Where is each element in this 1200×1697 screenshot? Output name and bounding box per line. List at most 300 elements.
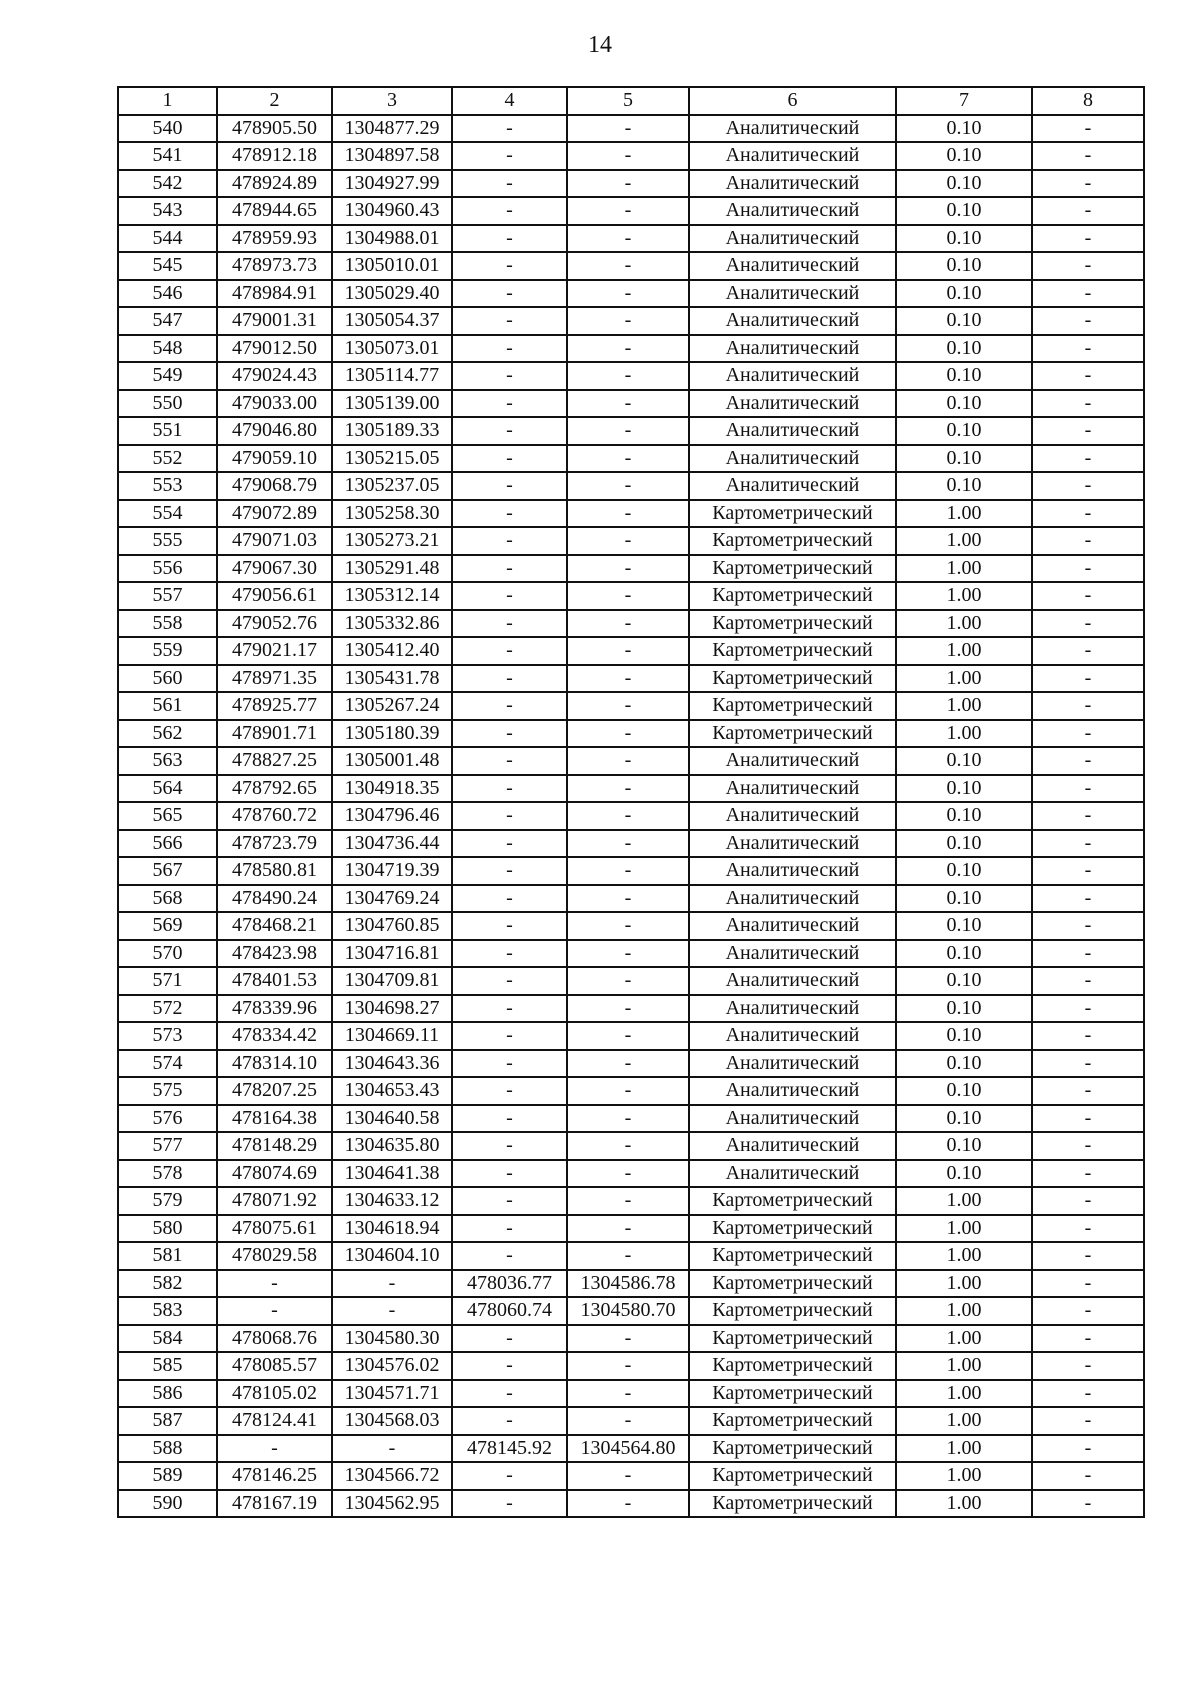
x-coordinate-cell: 478792.65 [217,775,332,803]
method-cell: Аналитический [689,940,896,968]
y-coordinate-cell: 1304571.71 [332,1380,452,1408]
note-cell: - [1032,802,1144,830]
method-cell: Аналитический [689,335,896,363]
point-number-cell: 555 [118,527,217,555]
x-coordinate-alt-cell: - [452,170,567,198]
x-coordinate-alt-cell: - [452,582,567,610]
note-cell: - [1032,1077,1144,1105]
point-number-cell: 587 [118,1407,217,1435]
note-cell: - [1032,1022,1144,1050]
x-coordinate-alt-cell: - [452,307,567,335]
table-row [118,857,1144,885]
note-cell: - [1032,252,1144,280]
note-cell: - [1032,692,1144,720]
y-coordinate-alt-cell: - [567,747,689,775]
note-cell: - [1032,885,1144,913]
y-coordinate-cell: 1305189.33 [332,417,452,445]
table-row [118,967,1144,995]
method-cell: Аналитический [689,775,896,803]
note-cell: - [1032,472,1144,500]
accuracy-cell: 0.10 [896,912,1032,940]
x-coordinate-alt-cell: - [452,527,567,555]
y-coordinate-alt-cell: - [567,280,689,308]
note-cell: - [1032,307,1144,335]
x-coordinate-alt-cell: - [452,665,567,693]
method-cell: Картометрический [689,1490,896,1518]
column-header: 2 [217,87,332,115]
point-number-cell: 580 [118,1215,217,1243]
table-row [118,225,1144,253]
x-coordinate-alt-cell: - [452,1242,567,1270]
page-number: 14 [588,32,612,58]
table-row [118,1435,1144,1463]
accuracy-cell: 0.10 [896,1160,1032,1188]
y-coordinate-cell: 1304988.01 [332,225,452,253]
x-coordinate-alt-cell: - [452,1490,567,1518]
note-cell: - [1032,500,1144,528]
table-row [118,417,1144,445]
accuracy-cell: 1.00 [896,500,1032,528]
y-coordinate-alt-cell: - [567,720,689,748]
x-coordinate-alt-cell: - [452,967,567,995]
table-row [118,1160,1144,1188]
x-coordinate-alt-cell: - [452,115,567,143]
x-coordinate-alt-cell: - [452,1105,567,1133]
accuracy-cell: 0.10 [896,115,1032,143]
x-coordinate-cell: 478944.65 [217,197,332,225]
method-cell: Аналитический [689,995,896,1023]
note-cell: - [1032,857,1144,885]
x-coordinate-alt-cell: - [452,197,567,225]
note-cell: - [1032,1435,1144,1463]
point-number-cell: 553 [118,472,217,500]
x-coordinate-cell: 478912.18 [217,142,332,170]
table-row [118,1352,1144,1380]
table-row [118,637,1144,665]
y-coordinate-alt-cell: - [567,170,689,198]
x-coordinate-cell: 479024.43 [217,362,332,390]
point-number-cell: 557 [118,582,217,610]
point-number-cell: 584 [118,1325,217,1353]
x-coordinate-cell: 478401.53 [217,967,332,995]
y-coordinate-cell: 1304653.43 [332,1077,452,1105]
x-coordinate-cell: 478105.02 [217,1380,332,1408]
x-coordinate-cell: 478924.89 [217,170,332,198]
table-row [118,747,1144,775]
accuracy-cell: 1.00 [896,610,1032,638]
y-coordinate-alt-cell: - [567,610,689,638]
accuracy-cell: 0.10 [896,775,1032,803]
accuracy-cell: 0.10 [896,1132,1032,1160]
y-coordinate-alt-cell: - [567,995,689,1023]
x-coordinate-cell: 478984.91 [217,280,332,308]
x-coordinate-alt-cell: - [452,500,567,528]
y-coordinate-alt-cell: - [567,940,689,968]
method-cell: Аналитический [689,417,896,445]
y-coordinate-cell: 1304960.43 [332,197,452,225]
y-coordinate-cell: 1304568.03 [332,1407,452,1435]
x-coordinate-cell: 478071.92 [217,1187,332,1215]
x-coordinate-alt-cell: - [452,1380,567,1408]
accuracy-cell: 1.00 [896,1242,1032,1270]
note-cell: - [1032,720,1144,748]
x-coordinate-cell: 478827.25 [217,747,332,775]
x-coordinate-cell: 478164.38 [217,1105,332,1133]
x-coordinate-alt-cell: - [452,362,567,390]
note-cell: - [1032,362,1144,390]
accuracy-cell: 1.00 [896,720,1032,748]
point-number-cell: 544 [118,225,217,253]
point-number-cell: 551 [118,417,217,445]
column-header: 8 [1032,87,1144,115]
note-cell: - [1032,417,1144,445]
point-number-cell: 559 [118,637,217,665]
y-coordinate-cell: - [332,1435,452,1463]
x-coordinate-alt-cell: - [452,1187,567,1215]
x-coordinate-alt-cell: - [452,720,567,748]
y-coordinate-alt-cell: - [567,252,689,280]
method-cell: Картометрический [689,665,896,693]
x-coordinate-alt-cell: - [452,445,567,473]
note-cell: - [1032,335,1144,363]
table-row [118,1132,1144,1160]
note-cell: - [1032,637,1144,665]
accuracy-cell: 1.00 [896,555,1032,583]
accuracy-cell: 0.10 [896,197,1032,225]
y-coordinate-alt-cell: - [567,665,689,693]
point-number-cell: 558 [118,610,217,638]
table-row [118,720,1144,748]
note-cell: - [1032,1270,1144,1298]
x-coordinate-alt-cell: - [452,995,567,1023]
note-cell: - [1032,1462,1144,1490]
note-cell: - [1032,197,1144,225]
table-row [118,1187,1144,1215]
table-row [118,912,1144,940]
table-row [118,1105,1144,1133]
point-number-cell: 549 [118,362,217,390]
point-number-cell: 548 [118,335,217,363]
accuracy-cell: 0.10 [896,1077,1032,1105]
accuracy-cell: 1.00 [896,1270,1032,1298]
accuracy-cell: 0.10 [896,252,1032,280]
table-row [118,472,1144,500]
x-coordinate-cell: 478971.35 [217,665,332,693]
column-header: 5 [567,87,689,115]
accuracy-cell: 0.10 [896,472,1032,500]
point-number-cell: 570 [118,940,217,968]
method-cell: Картометрический [689,1187,896,1215]
note-cell: - [1032,115,1144,143]
y-coordinate-alt-cell: - [567,775,689,803]
x-coordinate-alt-cell: - [452,610,567,638]
y-coordinate-alt-cell: - [567,582,689,610]
x-coordinate-alt-cell: - [452,142,567,170]
point-number-cell: 582 [118,1270,217,1298]
y-coordinate-alt-cell: - [567,445,689,473]
y-coordinate-alt-cell: - [567,885,689,913]
accuracy-cell: 0.10 [896,335,1032,363]
method-cell: Аналитический [689,472,896,500]
y-coordinate-alt-cell: - [567,500,689,528]
accuracy-cell: 0.10 [896,390,1032,418]
table-row [118,830,1144,858]
accuracy-cell: 0.10 [896,885,1032,913]
method-cell: Аналитический [689,280,896,308]
point-number-cell: 576 [118,1105,217,1133]
y-coordinate-cell: 1305237.05 [332,472,452,500]
x-coordinate-alt-cell: - [452,1160,567,1188]
x-coordinate-cell: 478339.96 [217,995,332,1023]
x-coordinate-alt-cell: - [452,1022,567,1050]
y-coordinate-cell: 1304566.72 [332,1462,452,1490]
method-cell: Картометрический [689,582,896,610]
method-cell: Картометрический [689,720,896,748]
table-row [118,335,1144,363]
y-coordinate-alt-cell: - [567,225,689,253]
x-coordinate-cell: 479001.31 [217,307,332,335]
table-row [118,555,1144,583]
point-number-cell: 571 [118,967,217,995]
method-cell: Картометрический [689,637,896,665]
y-coordinate-cell: 1305073.01 [332,335,452,363]
accuracy-cell: 1.00 [896,665,1032,693]
y-coordinate-cell: - [332,1297,452,1325]
point-number-cell: 543 [118,197,217,225]
method-cell: Аналитический [689,1022,896,1050]
method-cell: Картометрический [689,500,896,528]
x-coordinate-alt-cell: - [452,940,567,968]
method-cell: Аналитический [689,802,896,830]
note-cell: - [1032,582,1144,610]
y-coordinate-cell: 1304927.99 [332,170,452,198]
y-coordinate-cell: 1304640.58 [332,1105,452,1133]
method-cell: Аналитический [689,445,896,473]
accuracy-cell: 0.10 [896,280,1032,308]
table-row [118,665,1144,693]
x-coordinate-cell: 478085.57 [217,1352,332,1380]
accuracy-cell: 0.10 [896,747,1032,775]
accuracy-cell: 0.10 [896,967,1032,995]
note-cell: - [1032,170,1144,198]
table-row [118,390,1144,418]
x-coordinate-alt-cell: 478060.74 [452,1297,567,1325]
x-coordinate-alt-cell: - [452,1325,567,1353]
y-coordinate-alt-cell: - [567,115,689,143]
method-cell: Аналитический [689,885,896,913]
y-coordinate-cell: 1305180.39 [332,720,452,748]
point-number-cell: 585 [118,1352,217,1380]
table-row [118,582,1144,610]
y-coordinate-alt-cell: - [567,1077,689,1105]
accuracy-cell: 0.10 [896,1022,1032,1050]
note-cell: - [1032,1325,1144,1353]
accuracy-cell: 1.00 [896,1325,1032,1353]
x-coordinate-alt-cell: - [452,830,567,858]
column-header: 1 [118,87,217,115]
x-coordinate-cell: - [217,1270,332,1298]
y-coordinate-cell: 1304618.94 [332,1215,452,1243]
table-row [118,1325,1144,1353]
point-number-cell: 542 [118,170,217,198]
y-coordinate-alt-cell: - [567,1352,689,1380]
method-cell: Аналитический [689,197,896,225]
table-row [118,692,1144,720]
y-coordinate-alt-cell: - [567,335,689,363]
method-cell: Аналитический [689,390,896,418]
x-coordinate-cell: 478905.50 [217,115,332,143]
note-cell: - [1032,445,1144,473]
method-cell: Картометрический [689,1435,896,1463]
method-cell: Картометрический [689,1242,896,1270]
note-cell: - [1032,665,1144,693]
point-number-cell: 556 [118,555,217,583]
method-cell: Картометрический [689,1270,896,1298]
y-coordinate-alt-cell: - [567,555,689,583]
method-cell: Аналитический [689,1160,896,1188]
table-row [118,940,1144,968]
method-cell: Картометрический [689,610,896,638]
x-coordinate-alt-cell: - [452,280,567,308]
x-coordinate-cell: 479068.79 [217,472,332,500]
method-cell: Картометрический [689,1325,896,1353]
accuracy-cell: 0.10 [896,830,1032,858]
x-coordinate-cell: 479072.89 [217,500,332,528]
y-coordinate-alt-cell: - [567,1325,689,1353]
y-coordinate-cell: 1304604.10 [332,1242,452,1270]
x-coordinate-cell: 479012.50 [217,335,332,363]
table-row [118,307,1144,335]
x-coordinate-cell: 478029.58 [217,1242,332,1270]
x-coordinate-cell: 478580.81 [217,857,332,885]
y-coordinate-alt-cell: - [567,802,689,830]
y-coordinate-cell: 1304796.46 [332,802,452,830]
method-cell: Картометрический [689,527,896,555]
x-coordinate-cell: 478423.98 [217,940,332,968]
x-coordinate-cell: 478973.73 [217,252,332,280]
method-cell: Аналитический [689,362,896,390]
note-cell: - [1032,1490,1144,1518]
table-header-row [118,87,1144,115]
accuracy-cell: 1.00 [896,1187,1032,1215]
x-coordinate-cell: 478314.10 [217,1050,332,1078]
accuracy-cell: 0.10 [896,940,1032,968]
y-coordinate-cell: 1304698.27 [332,995,452,1023]
method-cell: Аналитический [689,1050,896,1078]
method-cell: Аналитический [689,252,896,280]
x-coordinate-cell: 478148.29 [217,1132,332,1160]
table-row [118,1022,1144,1050]
y-coordinate-cell: 1304562.95 [332,1490,452,1518]
y-coordinate-alt-cell: - [567,362,689,390]
y-coordinate-cell: 1305312.14 [332,582,452,610]
y-coordinate-alt-cell: 1304586.78 [567,1270,689,1298]
column-header: 4 [452,87,567,115]
y-coordinate-cell: 1305258.30 [332,500,452,528]
point-number-cell: 561 [118,692,217,720]
accuracy-cell: 1.00 [896,1215,1032,1243]
x-coordinate-alt-cell: - [452,637,567,665]
x-coordinate-cell: 478490.24 [217,885,332,913]
y-coordinate-alt-cell: - [567,1462,689,1490]
method-cell: Аналитический [689,1132,896,1160]
x-coordinate-alt-cell: - [452,885,567,913]
y-coordinate-cell: 1304669.11 [332,1022,452,1050]
y-coordinate-cell: 1305001.48 [332,747,452,775]
x-coordinate-alt-cell: - [452,472,567,500]
point-number-cell: 550 [118,390,217,418]
y-coordinate-cell: 1304709.81 [332,967,452,995]
point-number-cell: 560 [118,665,217,693]
point-number-cell: 540 [118,115,217,143]
method-cell: Аналитический [689,747,896,775]
y-coordinate-cell: 1305114.77 [332,362,452,390]
x-coordinate-cell: 479071.03 [217,527,332,555]
y-coordinate-alt-cell: - [567,197,689,225]
accuracy-cell: 0.10 [896,1105,1032,1133]
table-row [118,1050,1144,1078]
method-cell: Аналитический [689,225,896,253]
x-coordinate-alt-cell: - [452,692,567,720]
y-coordinate-alt-cell: - [567,1242,689,1270]
point-number-cell: 546 [118,280,217,308]
x-coordinate-alt-cell: 478145.92 [452,1435,567,1463]
accuracy-cell: 1.00 [896,582,1032,610]
y-coordinate-alt-cell: - [567,1050,689,1078]
point-number-cell: 586 [118,1380,217,1408]
y-coordinate-cell: 1305431.78 [332,665,452,693]
method-cell: Картометрический [689,1407,896,1435]
x-coordinate-alt-cell: - [452,1077,567,1105]
table-row [118,280,1144,308]
accuracy-cell: 1.00 [896,1407,1032,1435]
x-coordinate-cell: 479021.17 [217,637,332,665]
point-number-cell: 552 [118,445,217,473]
point-number-cell: 569 [118,912,217,940]
accuracy-cell: 0.10 [896,857,1032,885]
x-coordinate-alt-cell: - [452,802,567,830]
x-coordinate-alt-cell: - [452,775,567,803]
point-number-cell: 577 [118,1132,217,1160]
y-coordinate-alt-cell: - [567,472,689,500]
y-coordinate-cell: 1304877.29 [332,115,452,143]
x-coordinate-alt-cell: 478036.77 [452,1270,567,1298]
y-coordinate-alt-cell: 1304580.70 [567,1297,689,1325]
y-coordinate-cell: 1304897.58 [332,142,452,170]
point-number-cell: 565 [118,802,217,830]
x-coordinate-cell: - [217,1297,332,1325]
note-cell: - [1032,747,1144,775]
y-coordinate-cell: 1305029.40 [332,280,452,308]
accuracy-cell: 1.00 [896,1380,1032,1408]
y-coordinate-alt-cell: - [567,1132,689,1160]
y-coordinate-cell: 1304769.24 [332,885,452,913]
x-coordinate-alt-cell: - [452,555,567,583]
y-coordinate-alt-cell: - [567,1105,689,1133]
x-coordinate-alt-cell: - [452,225,567,253]
point-number-cell: 589 [118,1462,217,1490]
accuracy-cell: 1.00 [896,692,1032,720]
x-coordinate-cell: 479033.00 [217,390,332,418]
y-coordinate-alt-cell: - [567,1215,689,1243]
method-cell: Аналитический [689,912,896,940]
x-coordinate-alt-cell: - [452,390,567,418]
y-coordinate-cell: 1304641.38 [332,1160,452,1188]
x-coordinate-cell: 479059.10 [217,445,332,473]
accuracy-cell: 0.10 [896,802,1032,830]
x-coordinate-cell: 478959.93 [217,225,332,253]
table-row [118,1077,1144,1105]
